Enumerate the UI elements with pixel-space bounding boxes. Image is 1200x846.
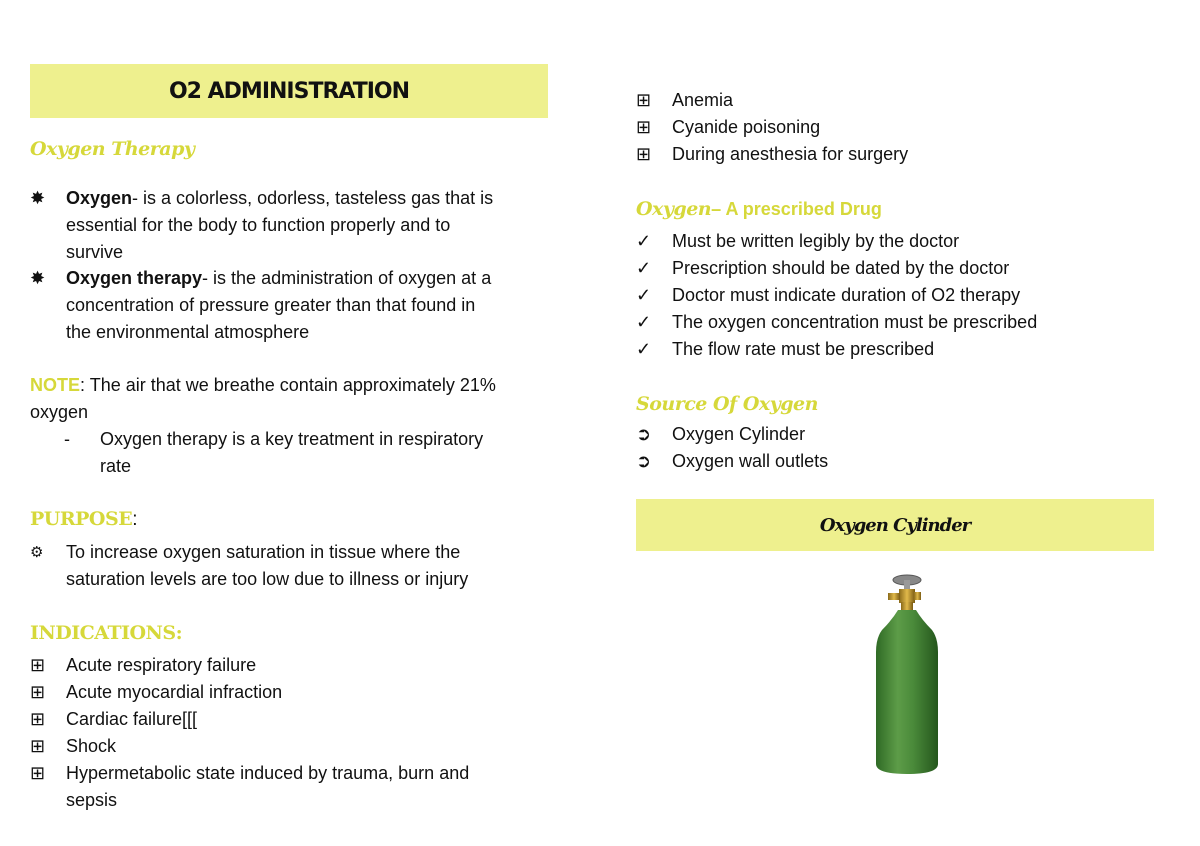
indication-text: Hypermetabolic state induced by trauma, burn and (66, 763, 470, 783)
box-bullet-icon: ⊞ (30, 763, 46, 783)
check-icon: ✓ (636, 285, 652, 305)
drug-heading-rest: – A prescribed Drug (711, 199, 882, 219)
definition-cont: essential for the body to function properly and to (66, 215, 451, 235)
arrow-icon: ➲ (636, 451, 652, 471)
prescribed-drug-heading (636, 198, 882, 221)
term-oxygen: Oxygen (66, 188, 133, 208)
check-icon: ✓ (636, 312, 652, 332)
definition-text: - is a colorless, odorless, tasteless gas that is (132, 188, 494, 208)
check-icon: ✓ (636, 231, 652, 251)
check-icon: ✓ (636, 258, 652, 278)
dash-bullet: - (64, 429, 70, 449)
indications-heading: INDICATIONS: (30, 622, 183, 644)
check-icon: ✓ (636, 339, 652, 359)
term-oxygen-therapy: Oxygen therapy (66, 268, 203, 288)
indication-text: Acute respiratory failure (66, 655, 257, 675)
cylinder-band-title: Oxygen Cylinder (819, 514, 971, 536)
indication-cont: sepsis (66, 790, 118, 810)
indication-text: Cyanide poisoning (672, 117, 821, 137)
purpose-heading (30, 508, 137, 531)
drug-text: Doctor must indicate duration of O2 therapy (672, 285, 1021, 305)
box-bullet-icon: ⊞ (636, 90, 652, 110)
purpose-colon: : (132, 509, 138, 530)
definition-cont: concentration of pressure greater than that found in (66, 295, 476, 315)
title-band (30, 64, 548, 118)
page-title: O2 ADMINISTRATION (168, 78, 410, 104)
box-bullet-icon: ⊞ (30, 736, 46, 756)
list-item-cont (66, 787, 566, 814)
indication-text: Shock (66, 736, 117, 756)
purpose-text: To increase oxygen saturation in tissue where the (66, 542, 461, 562)
box-bullet-icon: ⊞ (30, 709, 46, 729)
note-paragraph (30, 372, 575, 426)
source-heading: Source Of Oxygen (636, 393, 818, 415)
arrow-icon: ➲ (636, 424, 652, 444)
drug-text: Prescription should be dated by the doctor (672, 258, 1010, 278)
note-sub-text: rate (100, 456, 132, 476)
indication-text: Anemia (672, 90, 734, 110)
flower-bullet-icon: ✸ (30, 188, 46, 208)
cylinder-band (636, 499, 1154, 551)
drug-text: The oxygen concentration must be prescribed (672, 312, 1038, 332)
flower-bullet-icon: ✸ (30, 268, 46, 288)
drug-text: Must be written legibly by the doctor (672, 231, 960, 251)
indication-text: During anesthesia for surgery (672, 144, 909, 164)
oxygen-therapy-heading: Oxygen Therapy (30, 138, 195, 160)
indication-text: Cardiac failure[[[ (66, 709, 198, 729)
gear-bullet-icon: ⚙ (30, 544, 44, 561)
purpose-text: saturation levels are too low due to illness or injury (66, 569, 469, 589)
definition-cont: the environmental atmosphere (66, 322, 310, 342)
note-text: : The air that we breathe contain approximately 21% (80, 375, 496, 395)
oxygen-cylinder-image (862, 572, 942, 778)
box-bullet-icon: ⊞ (636, 144, 652, 164)
source-text: Oxygen wall outlets (672, 451, 829, 471)
drug-text: The flow rate must be prescribed (672, 339, 935, 359)
purpose-heading-text: PURPOSE (30, 508, 133, 530)
box-bullet-icon: ⊞ (30, 682, 46, 702)
box-bullet-icon: ⊞ (636, 117, 652, 137)
indication-text: Acute myocardial infraction (66, 682, 283, 702)
source-text: Oxygen Cylinder (672, 424, 806, 444)
definition-text: - is the administration of oxygen at a (202, 268, 492, 288)
definition-cont: survive (66, 242, 124, 262)
drug-heading-oxygen: Oxygen (636, 198, 712, 220)
cylinder-svg (862, 572, 942, 778)
note-cont: oxygen (30, 402, 89, 422)
note-sub-text: Oxygen therapy is a key treatment in respiratory (100, 429, 484, 449)
box-bullet-icon: ⊞ (30, 655, 46, 675)
note-label: NOTE (30, 375, 81, 395)
